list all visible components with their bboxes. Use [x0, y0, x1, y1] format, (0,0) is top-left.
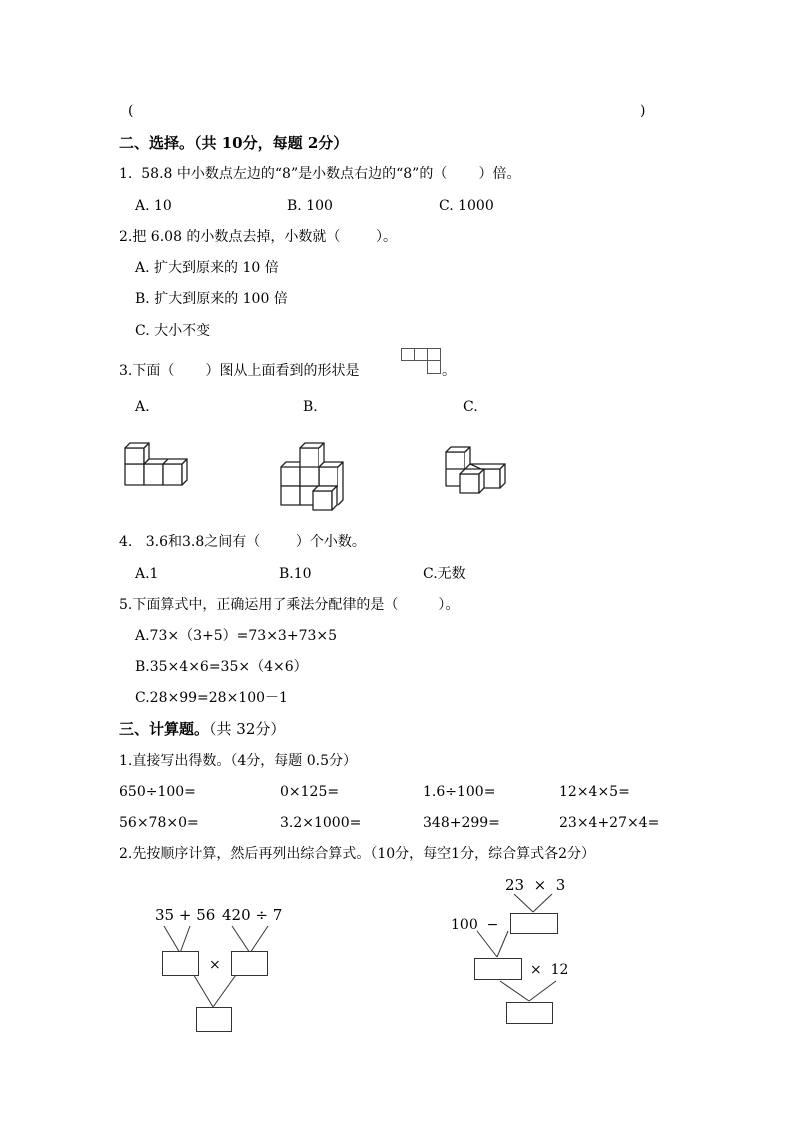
section3-heading-rest: （共 32分）: [209, 720, 286, 738]
q5-stem: 5.下面算式中，正确运用了乘法分配律的是（ ）。: [119, 597, 460, 613]
calc-part2-title: 2.先按顺序计算，然后再列出综合算式。（10分，每空1分，综合算式各2分）: [119, 846, 595, 862]
q3-option-b: B.: [303, 399, 318, 415]
tree-right-answer-box-2[interactable]: [474, 958, 522, 980]
tree-left-answer-box-1[interactable]: [162, 951, 199, 976]
q2-option-c: C. 大小不变: [135, 323, 211, 339]
calc-item: 3.2×1000=: [280, 815, 362, 831]
q1-option-a: A. 10: [135, 198, 172, 214]
tree-right-answer-box-1[interactable]: [510, 913, 558, 934]
calc-item: 348+299=: [423, 815, 500, 831]
section2-heading: 二、选择。（共 10分，每题 2分）: [119, 134, 349, 152]
q4-option-c: C.无数: [423, 566, 466, 582]
calc-item: 1.6÷100=: [423, 784, 496, 800]
tree-left-answer-box-2[interactable]: [231, 951, 268, 976]
q4-option-b: B.10: [279, 566, 312, 582]
top-paren-open: (: [128, 103, 134, 119]
tree-right-minus-label: 100 −: [451, 917, 499, 933]
q3-cube-figure-a: [125, 444, 189, 488]
tree-left-expr-a: 35 + 56: [155, 906, 216, 924]
q2-stem: 2.把 6.08 的小数点去掉，小数就（ ）。: [119, 229, 398, 245]
tree-left-answer-box-3[interactable]: [196, 1007, 232, 1032]
q5-option-c: C.28×99=28×100－1: [135, 690, 288, 706]
q3-top-view-shape: [401, 348, 443, 376]
top-paren-close: ): [640, 103, 646, 119]
q4-option-a: A.1: [135, 566, 159, 582]
q3-stem: 3.下面（ ）图从上面看到的形状是: [119, 363, 360, 379]
q3-option-c: C.: [463, 399, 478, 415]
q3-cube-figure-b: [281, 440, 345, 512]
q1-option-b: B. 100: [287, 198, 333, 214]
tree-right-times-label: × 12: [530, 962, 569, 978]
calc-item: 0×125=: [280, 784, 340, 800]
tree-left-expr-b: 420 ÷ 7: [222, 906, 283, 924]
q2-option-a: A. 扩大到原来的 10 倍: [135, 260, 279, 276]
q1-option-c: C. 1000: [439, 198, 494, 214]
section3-heading-bold: 三、计算题。: [119, 720, 210, 738]
section3-heading: [119, 720, 285, 738]
q5-option-b: B.35×4×6=35×（4×6）: [135, 659, 308, 675]
q3-option-a: A.: [135, 399, 150, 415]
tree-right-top-expr: 23 × 3: [505, 876, 566, 894]
tree-left-operator: ×: [209, 957, 221, 973]
q3-stem-end: 。: [442, 363, 456, 379]
q5-option-a: A.73×（3+5）=73×3+73×5: [135, 628, 338, 644]
calc-part1-title: 1.直接写出得数。（4分，每题 0.5分）: [119, 753, 357, 769]
q4-stem: 4. 3.6和3.8之间有（ ）个小数。: [119, 534, 366, 550]
q2-option-b: B. 扩大到原来的 100 倍: [135, 291, 288, 307]
calc-item: 650÷100=: [119, 784, 196, 800]
calc-item: 23×4+27×4=: [559, 815, 660, 831]
calc-item: 56×78×0=: [119, 815, 199, 831]
tree-right-answer-box-3[interactable]: [506, 1002, 553, 1024]
q1-stem: 1. 58.8 中小数点左边的“8”是小数点右边的“8”的（ ）倍。: [119, 166, 521, 182]
calc-item: 12×4×5=: [559, 784, 630, 800]
q3-cube-figure-c: [446, 446, 510, 496]
